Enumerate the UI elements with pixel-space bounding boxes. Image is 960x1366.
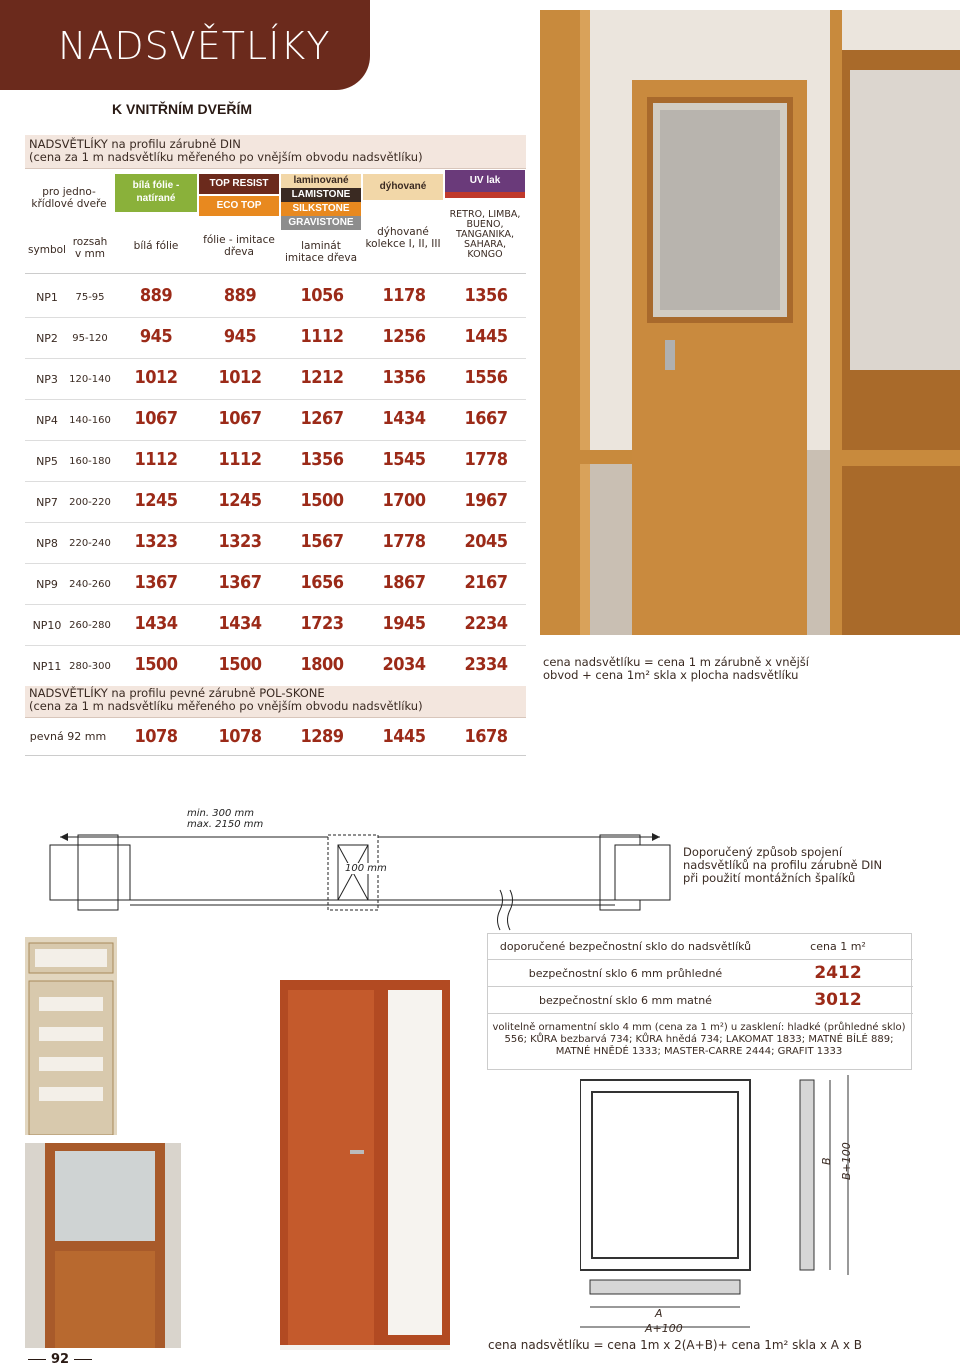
row-value-4: 1700	[382, 490, 426, 511]
row-symbol: NP5	[36, 455, 58, 468]
table-row	[25, 523, 526, 564]
row-value-4: 1434	[382, 408, 426, 429]
col3-badge-silkstone: SILKSTONE	[281, 202, 361, 216]
row-value-4: 1178	[382, 285, 426, 306]
row-value-5: 1967	[464, 490, 508, 511]
row-value-2: 1434	[218, 613, 262, 634]
row-value-3: 1267	[300, 408, 344, 429]
fixed-value-3: 1289	[300, 726, 344, 747]
label-a: A	[655, 1307, 663, 1320]
page-number	[20, 1352, 100, 1366]
col4-bottom-label: dýhované kolekce I, II, III	[365, 226, 441, 250]
table-row	[25, 605, 526, 646]
row-value-1: 945	[139, 326, 173, 347]
glass-row-matte	[488, 987, 913, 1014]
row-value-2: 945	[223, 326, 257, 347]
row-value-1: 1245	[134, 490, 178, 511]
header-symbol: symbol	[28, 244, 66, 256]
photo-door-sidelight	[280, 980, 450, 1350]
col5-bottom-label: RETRO, LIMBA, BUENO, TANGANIKA, SAHARA, KONGO	[449, 209, 521, 260]
table-row	[25, 441, 526, 482]
row-symbol: NP4	[36, 414, 58, 427]
row-value-3: 1567	[300, 531, 344, 552]
row-value-2: 1500	[218, 654, 262, 675]
label-b: B	[820, 1157, 833, 1165]
page-number-text: 92	[50, 1352, 70, 1366]
row-symbol: NP11	[32, 660, 62, 673]
label-b100: B+100	[840, 1142, 853, 1180]
page-title: NADSVĚTLÍKY	[58, 24, 331, 68]
row-value-4: 1945	[382, 613, 426, 634]
row-value-4: 1545	[382, 449, 426, 470]
diagram-min: min. 300 mm	[187, 808, 254, 819]
section-polskone-heading	[25, 686, 526, 718]
col3-badge-gravistone: GRAVISTONE	[281, 216, 361, 230]
section-polskone-note: (cena za 1 m nadsvětlíku měřeného po vnějším obvodu nadsvětlíku)	[29, 699, 423, 713]
row-value-4: 1778	[382, 531, 426, 552]
fixed-value-4: 1445	[382, 726, 426, 747]
table-row	[25, 646, 526, 687]
glass-row-clear-label: bezpečnostní sklo 6 mm průhledné	[528, 967, 723, 980]
row-value-1: 1067	[134, 408, 178, 429]
row-value-3: 1056	[300, 285, 344, 306]
row-value-2: 1012	[218, 367, 262, 388]
row-range: 200-220	[69, 497, 111, 508]
photo-door-transom	[25, 937, 117, 1135]
glass-note: volitelně ornamentní sklo 4 mm (cena za 1 m²) u zasklení: hladké (průhledné sklo) 556; KŮRA bezbarvá 734; KŮRA hnědá 734; LAKOMAT 1833; MATNÉ BÍLÉ 889; MATNÉ HNĚDÉ 1333; MASTER-CARRE 2444; GRAFIT 1333	[492, 1022, 906, 1057]
row-range: 95-120	[72, 333, 108, 344]
row-range: 280-300	[69, 661, 111, 672]
row-symbol: NP8	[36, 537, 58, 550]
col3-badge-laminated: laminované	[281, 174, 361, 188]
row-value-3: 1112	[300, 326, 344, 347]
section-din-note: (cena za 1 m nadsvětlíku měřeného po vnějším obvodu nadsvětlíku)	[29, 150, 423, 164]
fixed-value-1: 1078	[134, 726, 178, 747]
row-value-5: 2045	[464, 531, 508, 552]
row-value-4: 1867	[382, 572, 426, 593]
table-header	[25, 170, 526, 274]
row-value-5: 1556	[464, 367, 508, 388]
row-value-5: 1356	[464, 285, 508, 306]
row-value-2: 889	[223, 285, 257, 306]
formula-din: cena nadsvětlíku = cena 1 m zárubně x vnější obvod + cena 1m² skla x plocha nadsvětlíku	[543, 655, 809, 682]
col4-badge-veneer: dýhované	[363, 174, 443, 200]
row-value-1: 1500	[134, 654, 178, 675]
row-range: 75-95	[75, 292, 105, 303]
row-range: 260-280	[69, 620, 111, 631]
row-value-5: 1445	[464, 326, 508, 347]
col2-bottom-label: fólie - imitace dřeva	[203, 234, 275, 258]
glass-header-right: cena 1 m²	[810, 940, 866, 953]
row-value-1: 889	[139, 285, 173, 306]
row-value-5: 2167	[464, 572, 508, 593]
glass-row-clear	[488, 960, 913, 987]
table-row	[25, 400, 526, 441]
row-symbol: NP7	[36, 496, 58, 509]
section-polskone-title: NADSVĚTLÍKY na profilu pevné zárubně POL-SKONE	[29, 686, 325, 700]
row-symbol: NP2	[36, 332, 58, 345]
col1-bottom-label: bílá fólie	[133, 240, 179, 252]
section-din-heading	[25, 135, 526, 169]
row-value-1: 1323	[134, 531, 178, 552]
row-value-3: 1356	[300, 449, 344, 470]
table-row	[25, 359, 526, 400]
row-symbol: NP1	[36, 291, 58, 304]
table-row	[25, 318, 526, 359]
glass-row-clear-value: 2412	[814, 963, 862, 983]
row-value-5: 1778	[464, 449, 508, 470]
row-value-5: 2234	[464, 613, 508, 634]
row-symbol: NP10	[32, 619, 62, 632]
glass-table-header	[488, 934, 913, 960]
row-range: 120-140	[69, 374, 111, 385]
row-range: 160-180	[69, 456, 111, 467]
photo-office-door	[540, 10, 960, 635]
row-value-4: 2034	[382, 654, 426, 675]
col3-badge-lamistone: LAMISTONE	[281, 188, 361, 202]
diagram-gap: 100 mm	[345, 863, 387, 874]
row-value-1: 1434	[134, 613, 178, 634]
col2-badge-top-resist: TOP RESIST	[199, 174, 279, 194]
photo-door-office	[25, 1143, 181, 1348]
section-din-title: NADSVĚTLÍKY na profilu zárubně DIN	[29, 137, 241, 151]
row-value-2: 1067	[218, 408, 262, 429]
row-range: 140-160	[69, 415, 111, 426]
glass-price-table	[487, 933, 912, 1070]
row-value-3: 1723	[300, 613, 344, 634]
label-a100: A+100	[645, 1322, 683, 1335]
row-value-2: 1245	[218, 490, 262, 511]
fixed-frame-row	[25, 718, 526, 756]
row-value-2: 1112	[218, 449, 262, 470]
fixed-row-label: pevná 92 mm	[29, 730, 107, 743]
row-value-3: 1800	[300, 654, 344, 675]
row-range: 240-260	[69, 579, 111, 590]
diagram-max: max. 2150 mm	[187, 819, 264, 830]
row-value-1: 1112	[134, 449, 178, 470]
table-row	[25, 564, 526, 605]
header-range: rozsah v mm	[72, 236, 108, 260]
table-row	[25, 277, 526, 318]
row-value-1: 1367	[134, 572, 178, 593]
glass-row-matte-value: 3012	[814, 990, 862, 1010]
col3-bottom-label: laminát imitace dřeva	[284, 240, 358, 264]
glass-header-left: doporučené bezpečnostní sklo do nadsvětlíků	[499, 940, 752, 953]
col1-badge	[115, 174, 197, 212]
row-value-3: 1500	[300, 490, 344, 511]
table-row	[25, 482, 526, 523]
row-range: 220-240	[69, 538, 111, 549]
row-value-1: 1012	[134, 367, 178, 388]
fixed-value-2: 1078	[218, 726, 262, 747]
row-value-4: 1356	[382, 367, 426, 388]
col1-top-label: bílá fólie - natírané	[132, 180, 180, 204]
row-symbol: NP9	[36, 578, 58, 591]
fixed-value-5: 1678	[464, 726, 508, 747]
header-doors: pro jedno-křídlové dveře	[31, 186, 107, 210]
row-value-4: 1256	[382, 326, 426, 347]
row-symbol: NP3	[36, 373, 58, 386]
formula-frame: cena nadsvětlíku = cena 1m x 2(A+B)+ cena 1m² skla x A x B	[488, 1338, 862, 1352]
row-value-2: 1323	[218, 531, 262, 552]
glass-row-matte-label: bezpečnostní sklo 6 mm matné	[539, 994, 712, 1007]
frame-diagram	[580, 1075, 870, 1335]
row-value-3: 1212	[300, 367, 344, 388]
diagram-note: Doporučený způsob spojení nadsvětlíků na profilu zárubně DIN při použití montážních špalíků	[683, 845, 883, 885]
row-value-5: 1667	[464, 408, 508, 429]
row-value-3: 1656	[300, 572, 344, 593]
page-subtitle: K VNITŘNÍM DVEŘÍM	[112, 101, 252, 117]
row-value-2: 1367	[218, 572, 262, 593]
row-value-5: 2334	[464, 654, 508, 675]
col2-badge-eco-top: ECO TOP	[199, 196, 279, 216]
col5-badge-uv: UV lak	[445, 170, 525, 198]
